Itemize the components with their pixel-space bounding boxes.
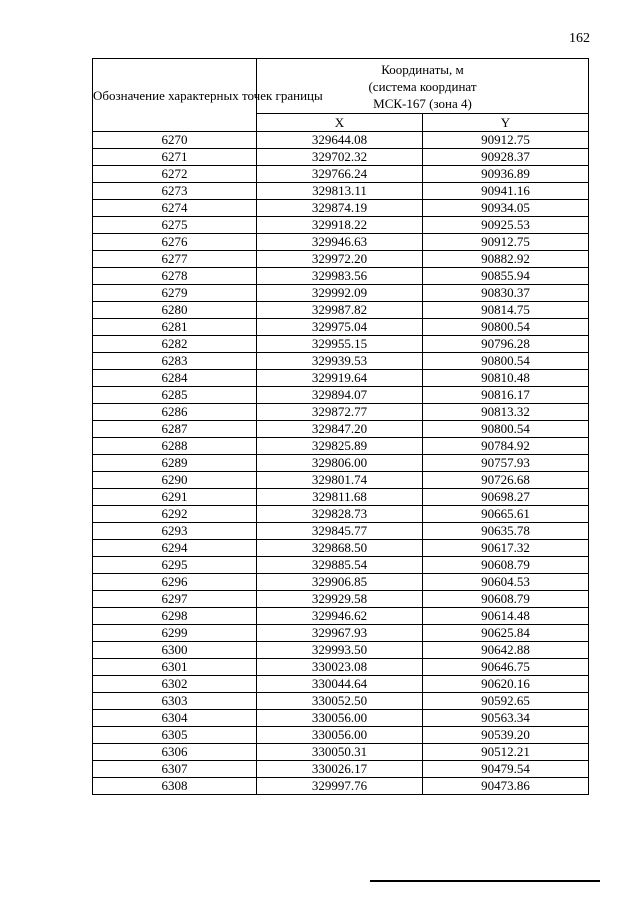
x-coordinate-cell: 329997.76 bbox=[257, 778, 423, 795]
point-id-cell: 6288 bbox=[93, 438, 257, 455]
table-row bbox=[93, 574, 589, 591]
table-row bbox=[93, 642, 589, 659]
table-row bbox=[93, 336, 589, 353]
point-id-cell: 6302 bbox=[93, 676, 257, 693]
table-row bbox=[93, 710, 589, 727]
table-row bbox=[93, 421, 589, 438]
x-coordinate-cell: 330056.00 bbox=[257, 710, 423, 727]
x-coordinate-cell: 329993.50 bbox=[257, 642, 423, 659]
point-id-cell: 6286 bbox=[93, 404, 257, 421]
x-coordinate-cell: 330052.50 bbox=[257, 693, 423, 710]
y-coordinate-cell: 90646.75 bbox=[423, 659, 589, 676]
point-id-cell: 6296 bbox=[93, 574, 257, 591]
table-row bbox=[93, 251, 589, 268]
y-coordinate-cell: 90592.65 bbox=[423, 693, 589, 710]
table-row bbox=[93, 608, 589, 625]
x-coordinate-cell: 330050.31 bbox=[257, 744, 423, 761]
y-coordinate-cell: 90934.05 bbox=[423, 200, 589, 217]
table-row bbox=[93, 557, 589, 574]
x-coordinate-cell: 329644.08 bbox=[257, 132, 423, 149]
table-row bbox=[93, 132, 589, 149]
y-coordinate-cell: 90608.79 bbox=[423, 591, 589, 608]
point-id-cell: 6297 bbox=[93, 591, 257, 608]
y-coordinate-cell: 90642.88 bbox=[423, 642, 589, 659]
x-coordinate-cell: 329702.32 bbox=[257, 149, 423, 166]
point-id-cell: 6292 bbox=[93, 506, 257, 523]
y-coordinate-cell: 90813.32 bbox=[423, 404, 589, 421]
x-coordinate-cell: 330056.00 bbox=[257, 727, 423, 744]
y-coordinate-cell: 90698.27 bbox=[423, 489, 589, 506]
point-id-cell: 6299 bbox=[93, 625, 257, 642]
y-coordinate-cell: 90912.75 bbox=[423, 132, 589, 149]
table-row bbox=[93, 778, 589, 795]
x-coordinate-cell: 329906.85 bbox=[257, 574, 423, 591]
x-coordinate-cell: 329825.89 bbox=[257, 438, 423, 455]
header-coordinates-line2: (система координат bbox=[368, 78, 477, 94]
point-id-cell: 6306 bbox=[93, 744, 257, 761]
x-coordinate-cell: 329801.74 bbox=[257, 472, 423, 489]
table-row bbox=[93, 727, 589, 744]
y-coordinate-cell: 90604.53 bbox=[423, 574, 589, 591]
x-coordinate-cell: 330023.08 bbox=[257, 659, 423, 676]
point-id-cell: 6287 bbox=[93, 421, 257, 438]
table-row bbox=[93, 438, 589, 455]
footer-rule bbox=[370, 880, 600, 882]
x-coordinate-cell: 329929.58 bbox=[257, 591, 423, 608]
y-coordinate-cell: 90941.16 bbox=[423, 183, 589, 200]
x-coordinate-cell: 329813.11 bbox=[257, 183, 423, 200]
y-coordinate-cell: 90563.34 bbox=[423, 710, 589, 727]
y-coordinate-cell: 90539.20 bbox=[423, 727, 589, 744]
x-coordinate-cell: 330026.17 bbox=[257, 761, 423, 778]
header-designation: Обозначение характерных точек границы bbox=[93, 59, 257, 132]
point-id-cell: 6273 bbox=[93, 183, 257, 200]
x-coordinate-cell: 329967.93 bbox=[257, 625, 423, 642]
point-id-cell: 6281 bbox=[93, 319, 257, 336]
table-row bbox=[93, 319, 589, 336]
table-header bbox=[93, 59, 589, 132]
y-coordinate-cell: 90625.84 bbox=[423, 625, 589, 642]
y-coordinate-cell: 90830.37 bbox=[423, 285, 589, 302]
y-coordinate-cell: 90800.54 bbox=[423, 319, 589, 336]
point-id-cell: 6277 bbox=[93, 251, 257, 268]
point-id-cell: 6284 bbox=[93, 370, 257, 387]
header-coordinates-line3: МСК-167 (зона 4) bbox=[373, 95, 472, 111]
table-row bbox=[93, 523, 589, 540]
table-row bbox=[93, 234, 589, 251]
table-row bbox=[93, 285, 589, 302]
point-id-cell: 6308 bbox=[93, 778, 257, 795]
table-row bbox=[93, 302, 589, 319]
point-id-cell: 6271 bbox=[93, 149, 257, 166]
table-row bbox=[93, 268, 589, 285]
point-id-cell: 6305 bbox=[93, 727, 257, 744]
x-coordinate-cell: 330044.64 bbox=[257, 676, 423, 693]
header-y: Y bbox=[423, 114, 589, 132]
y-coordinate-cell: 90936.89 bbox=[423, 166, 589, 183]
table-row bbox=[93, 353, 589, 370]
x-coordinate-cell: 329939.53 bbox=[257, 353, 423, 370]
point-id-cell: 6298 bbox=[93, 608, 257, 625]
header-coordinates-line1: Координаты, м bbox=[381, 61, 464, 77]
y-coordinate-cell: 90925.53 bbox=[423, 217, 589, 234]
y-coordinate-cell: 90800.54 bbox=[423, 421, 589, 438]
y-coordinate-cell: 90855.94 bbox=[423, 268, 589, 285]
table-row bbox=[93, 149, 589, 166]
point-id-cell: 6274 bbox=[93, 200, 257, 217]
point-id-cell: 6301 bbox=[93, 659, 257, 676]
x-coordinate-cell: 329918.22 bbox=[257, 217, 423, 234]
point-id-cell: 6283 bbox=[93, 353, 257, 370]
x-coordinate-cell: 329894.07 bbox=[257, 387, 423, 404]
point-id-cell: 6303 bbox=[93, 693, 257, 710]
y-coordinate-cell: 90912.75 bbox=[423, 234, 589, 251]
table-row bbox=[93, 659, 589, 676]
table-row bbox=[93, 506, 589, 523]
point-id-cell: 6278 bbox=[93, 268, 257, 285]
x-coordinate-cell: 329806.00 bbox=[257, 455, 423, 472]
table-row bbox=[93, 540, 589, 557]
point-id-cell: 6307 bbox=[93, 761, 257, 778]
page-number: 162 bbox=[569, 31, 590, 46]
x-coordinate-cell: 329885.54 bbox=[257, 557, 423, 574]
header-coordinates bbox=[257, 59, 589, 114]
table-row bbox=[93, 166, 589, 183]
x-coordinate-cell: 329946.63 bbox=[257, 234, 423, 251]
y-coordinate-cell: 90617.32 bbox=[423, 540, 589, 557]
point-id-cell: 6304 bbox=[93, 710, 257, 727]
table-row bbox=[93, 217, 589, 234]
table-row bbox=[93, 489, 589, 506]
table-row bbox=[93, 693, 589, 710]
x-coordinate-cell: 329987.82 bbox=[257, 302, 423, 319]
y-coordinate-cell: 90814.75 bbox=[423, 302, 589, 319]
point-id-cell: 6294 bbox=[93, 540, 257, 557]
x-coordinate-cell: 329845.77 bbox=[257, 523, 423, 540]
y-coordinate-cell: 90810.48 bbox=[423, 370, 589, 387]
y-coordinate-cell: 90784.92 bbox=[423, 438, 589, 455]
x-coordinate-cell: 329811.68 bbox=[257, 489, 423, 506]
y-coordinate-cell: 90882.92 bbox=[423, 251, 589, 268]
x-coordinate-cell: 329972.20 bbox=[257, 251, 423, 268]
x-coordinate-cell: 329992.09 bbox=[257, 285, 423, 302]
y-coordinate-cell: 90608.79 bbox=[423, 557, 589, 574]
header-x: X bbox=[257, 114, 423, 132]
point-id-cell: 6276 bbox=[93, 234, 257, 251]
y-coordinate-cell: 90800.54 bbox=[423, 353, 589, 370]
table-row bbox=[93, 183, 589, 200]
table-row bbox=[93, 404, 589, 421]
point-id-cell: 6300 bbox=[93, 642, 257, 659]
y-coordinate-cell: 90512.21 bbox=[423, 744, 589, 761]
table-row bbox=[93, 676, 589, 693]
y-coordinate-cell: 90816.17 bbox=[423, 387, 589, 404]
x-coordinate-cell: 329975.04 bbox=[257, 319, 423, 336]
point-id-cell: 6282 bbox=[93, 336, 257, 353]
x-coordinate-cell: 329919.64 bbox=[257, 370, 423, 387]
y-coordinate-cell: 90620.16 bbox=[423, 676, 589, 693]
x-coordinate-cell: 329766.24 bbox=[257, 166, 423, 183]
x-coordinate-cell: 329847.20 bbox=[257, 421, 423, 438]
point-id-cell: 6280 bbox=[93, 302, 257, 319]
point-id-cell: 6290 bbox=[93, 472, 257, 489]
coordinates-table bbox=[92, 58, 589, 795]
table-row bbox=[93, 761, 589, 778]
x-coordinate-cell: 329828.73 bbox=[257, 506, 423, 523]
table-row bbox=[93, 625, 589, 642]
table-row bbox=[93, 370, 589, 387]
point-id-cell: 6270 bbox=[93, 132, 257, 149]
point-id-cell: 6293 bbox=[93, 523, 257, 540]
y-coordinate-cell: 90614.48 bbox=[423, 608, 589, 625]
table-row bbox=[93, 387, 589, 404]
table-row bbox=[93, 455, 589, 472]
table-body bbox=[93, 132, 589, 795]
y-coordinate-cell: 90726.68 bbox=[423, 472, 589, 489]
point-id-cell: 6291 bbox=[93, 489, 257, 506]
x-coordinate-cell: 329868.50 bbox=[257, 540, 423, 557]
x-coordinate-cell: 329983.56 bbox=[257, 268, 423, 285]
point-id-cell: 6279 bbox=[93, 285, 257, 302]
y-coordinate-cell: 90796.28 bbox=[423, 336, 589, 353]
table-row bbox=[93, 591, 589, 608]
y-coordinate-cell: 90928.37 bbox=[423, 149, 589, 166]
table-row bbox=[93, 472, 589, 489]
y-coordinate-cell: 90479.54 bbox=[423, 761, 589, 778]
point-id-cell: 6272 bbox=[93, 166, 257, 183]
y-coordinate-cell: 90665.61 bbox=[423, 506, 589, 523]
y-coordinate-cell: 90757.93 bbox=[423, 455, 589, 472]
x-coordinate-cell: 329874.19 bbox=[257, 200, 423, 217]
x-coordinate-cell: 329872.77 bbox=[257, 404, 423, 421]
x-coordinate-cell: 329946.62 bbox=[257, 608, 423, 625]
point-id-cell: 6285 bbox=[93, 387, 257, 404]
point-id-cell: 6289 bbox=[93, 455, 257, 472]
point-id-cell: 6295 bbox=[93, 557, 257, 574]
table-row bbox=[93, 744, 589, 761]
x-coordinate-cell: 329955.15 bbox=[257, 336, 423, 353]
point-id-cell: 6275 bbox=[93, 217, 257, 234]
table-row bbox=[93, 200, 589, 217]
y-coordinate-cell: 90473.86 bbox=[423, 778, 589, 795]
y-coordinate-cell: 90635.78 bbox=[423, 523, 589, 540]
